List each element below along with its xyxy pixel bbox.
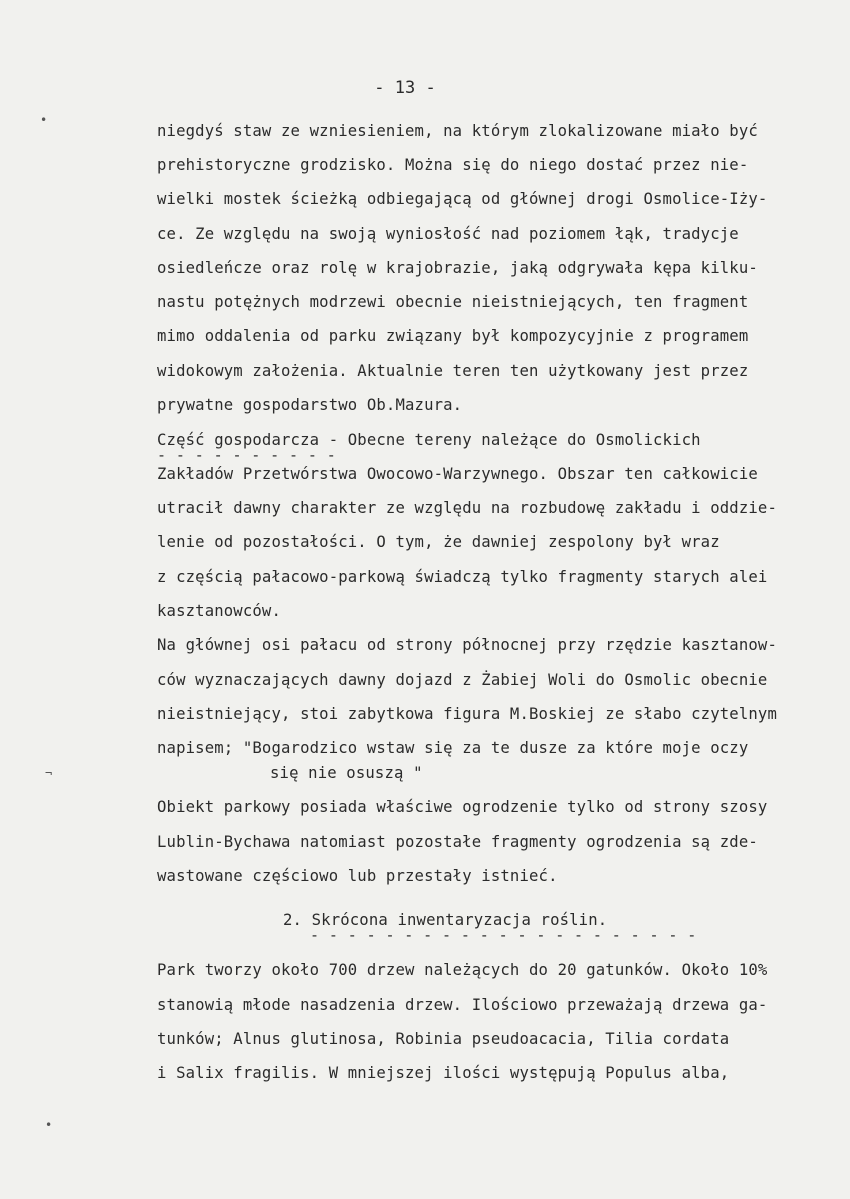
text-line: kasztanowców.: [157, 602, 281, 620]
page-number: - 13 -: [374, 78, 436, 98]
section-heading-line: Część gospodarcza - Obecne tereny należące do Osmolickich: [157, 431, 701, 449]
text-line: napisem; "Bogarodzico wstaw się za te dusze za które moje oczy: [157, 739, 749, 757]
text-line: prywatne gospodarstwo Ob.Mazura.: [157, 396, 463, 414]
text-line: lenie od pozostałości. O tym, że dawniej zespolony był wraz: [157, 533, 720, 551]
text-line: niegdyś staw ze wzniesieniem, na którym zlokalizowane miało być: [157, 122, 758, 140]
text-line: ców wyznaczających dawny dojazd z Żabiej Woli do Osmolic obecnie: [157, 671, 768, 689]
text-line: Zakładów Przetwórstwa Owocowo-Warzywnego. Obszar ten całkowicie: [157, 465, 758, 483]
text-line: wastowane częściowo lub przestały istnieć.: [157, 867, 558, 885]
text-line: tunków; Alnus glutinosa, Robinia pseudoacacia, Tilia cordata: [157, 1030, 730, 1048]
text-line: i Salix fragilis. W mniejszej ilości występują Populus alba,: [157, 1064, 730, 1082]
text-line: Park tworzy około 700 drzew należących do 20 gatunków. Około 10%: [157, 961, 768, 979]
text-line: osiedleńcze oraz rolę w krajobrazie, jaką odgrywała kępa kilku-: [157, 259, 758, 277]
text-line: nieistniejący, stoi zabytkowa figura M.Boskiej ze słabo czytelnym: [157, 705, 777, 723]
text-line: wielki mostek ścieżką odbiegającą od głównej drogi Osmolice-Iży-: [157, 190, 768, 208]
text-line: nastu potężnych modrzewi obecnie nieistniejących, ten fragment: [157, 293, 749, 311]
text-line: utracił dawny charakter ze względu na rozbudowę zakładu i oddzie-: [157, 499, 777, 517]
text-line: ce. Ze względu na swoją wyniosłość nad poziomem łąk, tradycje: [157, 225, 739, 243]
section-title-underline: - - - - - - - - - - - - - - - - - - - - -: [310, 926, 697, 944]
text-line: prehistoryczne grodzisko. Można się do niego dostać przez nie-: [157, 156, 749, 174]
section-title: 2. Skrócona inwentaryzacja roślin.: [283, 911, 608, 929]
margin-mark: ¬: [45, 766, 53, 780]
text-line: się nie osuszą ": [270, 764, 423, 782]
text-line: Lublin-Bychawa natomiast pozostałe fragmenty ogrodzenia są zde-: [157, 833, 758, 851]
text-line: mimo oddalenia od parku związany był kompozycyjnie z programem: [157, 327, 749, 345]
text-line: z częścią pałacowo-parkową świadczą tylko fragmenty starych alei: [157, 568, 768, 586]
text-line: widokowym założenia. Aktualnie teren ten użytkowany jest przez: [157, 362, 749, 380]
margin-mark: •: [40, 113, 48, 127]
text-line: Obiekt parkowy posiada właściwe ogrodzenie tylko od strony szosy: [157, 798, 768, 816]
text-line: stanowią młode nasadzenia drzew. Ilościowo przeważają drzewa ga-: [157, 996, 768, 1014]
margin-mark: •: [45, 1118, 53, 1132]
text-line: Na głównej osi pałacu od strony północnej przy rzędzie kasztanow-: [157, 636, 777, 654]
section-underline: - - - - - - - - - -: [157, 446, 337, 464]
